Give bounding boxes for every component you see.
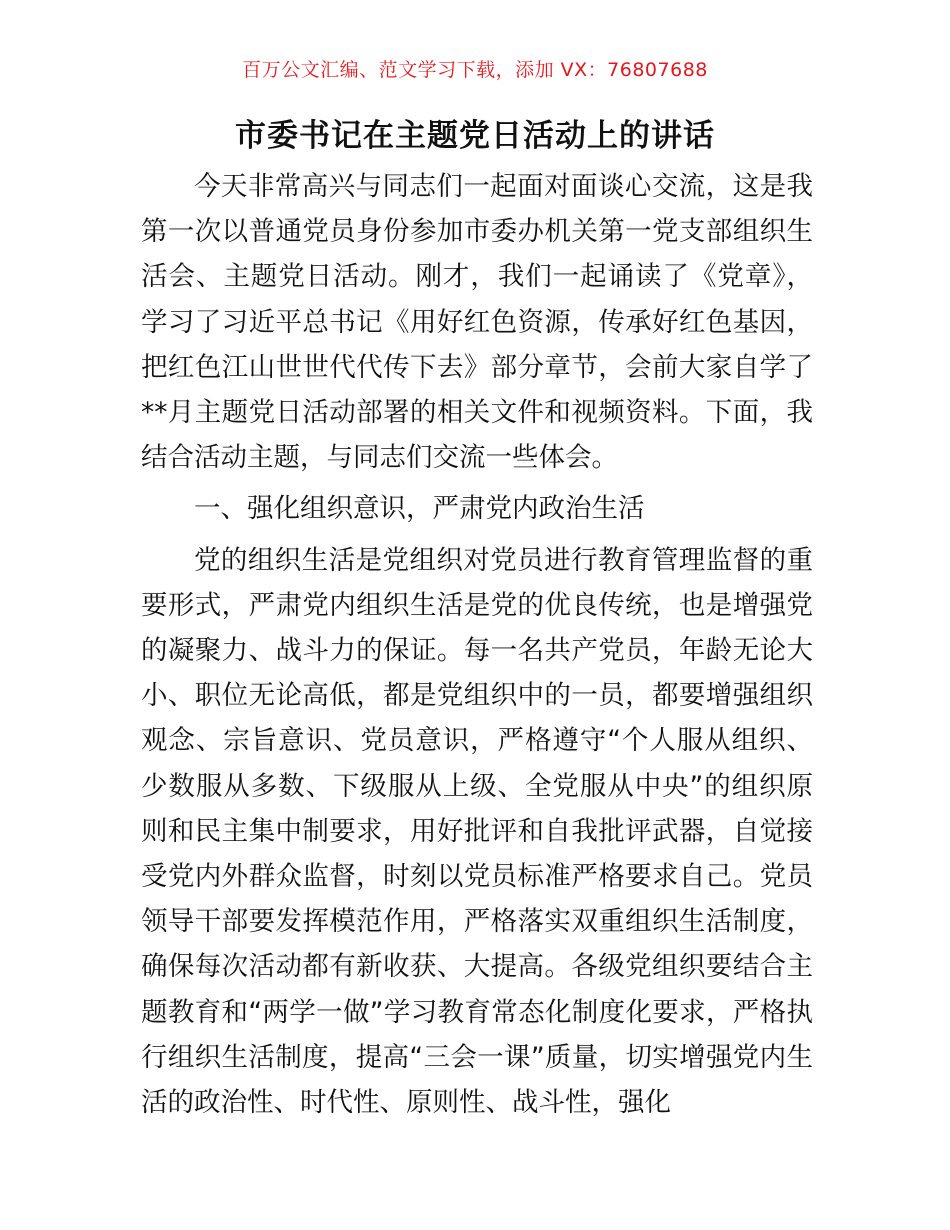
document-body [141, 164, 813, 1125]
section-paragraph: 党的组织生活是党组织对党员进行教育管理监督的重要形式，严肃党内组织生活是党的优良传统，也是增强党的凝聚力、战斗力的保证。每一名共产党员，年龄无论大小、职位无论高低，都是党组织中的一员，都要增强组织观念、宗旨意识、党员意识，严格遵守“个人服从组织、少数服从多数、下级服从上级、全党服从中央”的组织原则和民主集中制要求，用好批评和自我批评武器，自觉接受党内外群众监督，时刻以党员标准严格要求自己。党员领导干部要发挥模范作用，严格落实双重组织生活制度，确保每次活动都有新收获、大提高。各级党组织要结合主题教育和“两学一做”学习教育常态化制度化要求，严格执行组织生活制度，提高“三会一课”质量，切实增强党内生活的政治性、时代性、原则性、战斗性，强化 [141, 544, 813, 1119]
header-contact-note: 百万公文汇编、范文学习下载，添加 VX：76807688 [242, 59, 708, 81]
document-title: 市委书记在主题党日活动上的讲话 [235, 118, 715, 154]
intro-paragraph: 今天非常高兴与同志们一起面对面谈心交流，这是我第一次以普通党员身份参加市委办机关第一党支部组织生活会、主题党日活动。刚才，我们一起诵读了《党章》，学习了习近平总书记《用好红色资源，传承好红色基因，把红色江山世世代代传下去》部分章节，会前大家自学了**月主题党日活动部署的相关文件和视频资料。下面，我结合活动主题，与同志们交流一些体会。 [141, 171, 813, 474]
section-heading: 一、强化组织意识，严肃党内政治生活 [194, 493, 645, 525]
